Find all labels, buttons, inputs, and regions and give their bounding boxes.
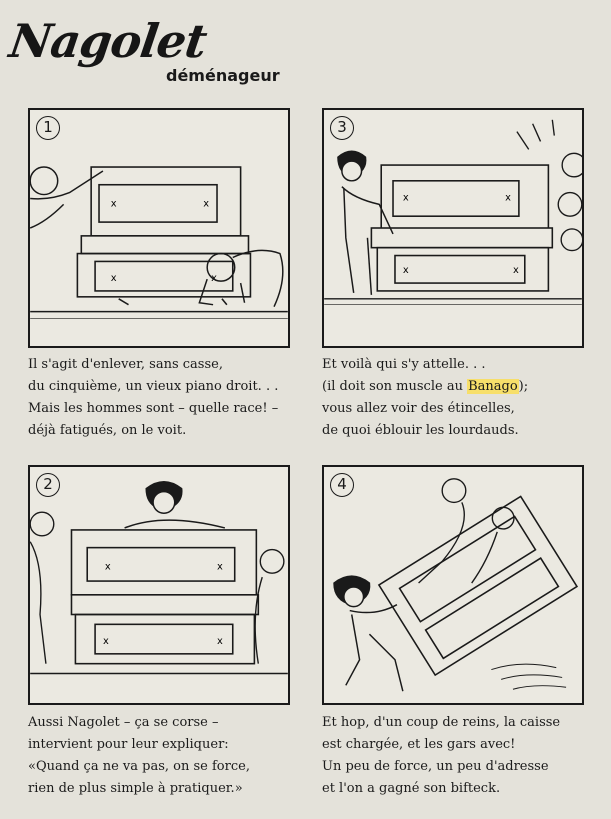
caption-line: Il s'agit d'enlever, sans casse, bbox=[28, 357, 223, 372]
panel-1-caption bbox=[28, 354, 278, 442]
svg-text:x: x bbox=[217, 636, 223, 647]
caption-text: ); bbox=[518, 379, 529, 394]
caption-line: et l'on a gagné son bifteck. bbox=[322, 781, 501, 796]
panel-1 bbox=[28, 108, 290, 348]
caption-text: (il doit son muscle au bbox=[322, 379, 468, 394]
panel-3-number: 3 bbox=[330, 116, 354, 140]
caption-line-highlighted bbox=[322, 376, 528, 398]
caption-line: du cinquième, un vieux piano droit. . . bbox=[28, 379, 279, 394]
svg-text:x: x bbox=[203, 198, 210, 210]
panel-3-illustration bbox=[324, 110, 582, 346]
caption-line: Et voilà qui s'y attelle. . . bbox=[322, 357, 486, 372]
panel-1-illustration bbox=[30, 110, 288, 346]
caption-line: Et hop, d'un coup de reins, la caisse bbox=[322, 715, 561, 730]
panel-4-illustration bbox=[324, 467, 582, 703]
panel-3 bbox=[322, 108, 584, 348]
comic-subtitle: déménageur bbox=[166, 66, 280, 85]
panel-2 bbox=[28, 465, 290, 705]
caption-line: Un peu de force, un peu d'adresse bbox=[322, 759, 549, 774]
caption-line: déjà fatigués, on le voit. bbox=[28, 423, 187, 438]
panel-2-number: 2 bbox=[36, 473, 60, 497]
panel-4 bbox=[322, 465, 584, 705]
comic-title: Nagolet bbox=[6, 14, 210, 68]
caption-line: Mais les hommes sont – quelle race! – bbox=[28, 401, 279, 416]
svg-text:x: x bbox=[217, 561, 223, 573]
caption-line: intervient pour leur expliquer: bbox=[28, 737, 229, 752]
svg-text:x: x bbox=[402, 192, 409, 204]
caption-line: vous allez voir des étincelles, bbox=[322, 401, 515, 416]
panel-4-number: 4 bbox=[330, 473, 354, 497]
caption-line: «Quand ça ne va pas, on se force, bbox=[28, 759, 250, 774]
panel-3-caption bbox=[322, 354, 528, 442]
panel-2-caption bbox=[28, 712, 250, 800]
svg-text:x: x bbox=[110, 273, 117, 285]
caption-line: rien de plus simple à pratiquer.» bbox=[28, 781, 243, 796]
caption-line: est chargée, et les gars avec! bbox=[322, 737, 516, 752]
svg-text:x: x bbox=[512, 265, 519, 277]
svg-text:x: x bbox=[402, 265, 409, 277]
panel-1-number: 1 bbox=[36, 116, 60, 140]
svg-text:x: x bbox=[110, 198, 117, 210]
svg-text:x: x bbox=[104, 561, 111, 573]
svg-text:x: x bbox=[211, 273, 217, 285]
banago-highlight: Banago bbox=[468, 379, 518, 394]
panel-4-caption bbox=[322, 712, 560, 800]
panel-2-illustration bbox=[30, 467, 288, 703]
caption-line: de quoi éblouir les lourdauds. bbox=[322, 423, 519, 438]
caption-line: Aussi Nagolet – ça se corse – bbox=[28, 715, 219, 730]
svg-text:x: x bbox=[505, 192, 511, 204]
svg-text:x: x bbox=[102, 636, 109, 647]
